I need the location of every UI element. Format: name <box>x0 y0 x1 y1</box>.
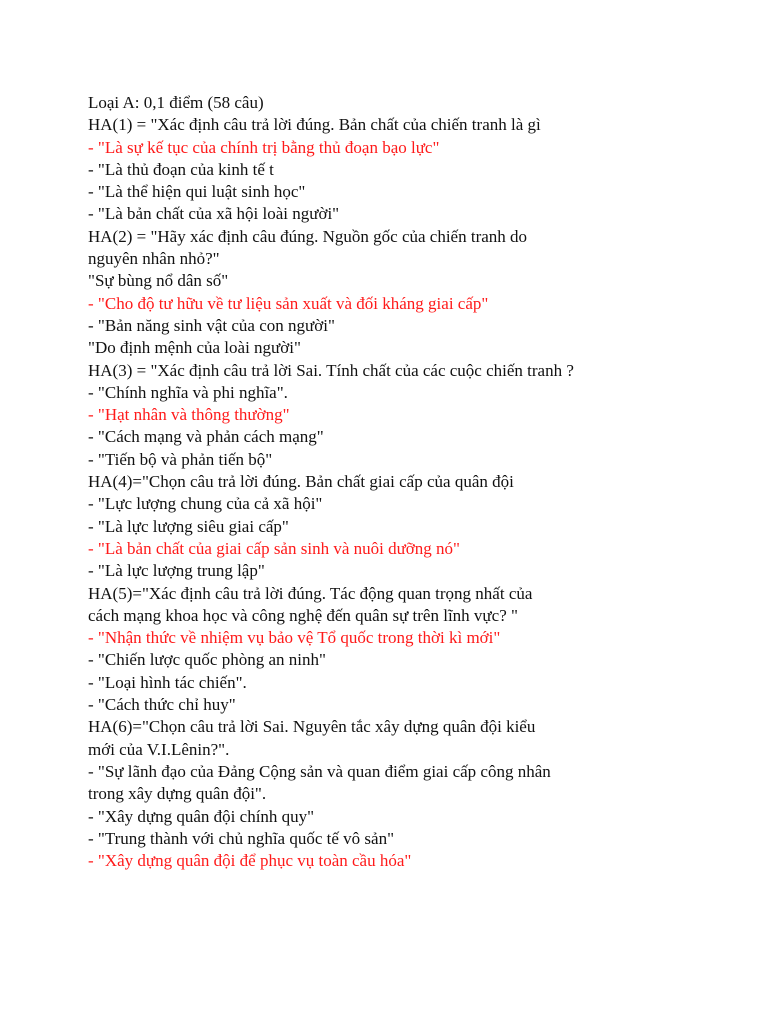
correct-answer-line: - "Cho độ tư hữu về tư liệu sản xuất và đối kháng giai cấp" <box>88 293 489 313</box>
text-line: HA(5)="Xác định câu trả lời đúng. Tác động quan trọng nhất của <box>88 583 533 603</box>
text-line: HA(1) = "Xác định câu trả lời đúng. Bản chất của chiến tranh là gì <box>88 115 541 135</box>
correct-answer-line: - "Là bản chất của giai cấp sản sinh và nuôi dưỡng nó" <box>88 538 460 558</box>
text-line: mới của V.I.Lênin?". <box>88 739 230 759</box>
text-line: - "Xây dựng quân đội chính quy" <box>88 806 315 826</box>
text-line: - "Là lực lượng trung lập" <box>88 561 265 581</box>
text-line: - "Là thể hiện qui luật sinh học" <box>88 182 306 202</box>
text-line: "Sự bùng nổ dân số" <box>88 271 229 291</box>
document-body <box>88 92 748 872</box>
text-line: "Do định mệnh của loài người" <box>88 338 301 358</box>
text-line: nguyên nhân nhỏ?" <box>88 249 220 269</box>
correct-answer-line: - "Hạt nhân và thông thường" <box>88 405 290 425</box>
text-line: - "Chính nghĩa và phi nghĩa". <box>88 382 288 402</box>
text-line: - "Cách mạng và phản cách mạng" <box>88 427 324 447</box>
text-line: cách mạng khoa học và công nghệ đến quân sự trên lĩnh vực? " <box>88 605 518 625</box>
text-line: - "Là thủ đoạn của kinh tế t <box>88 159 274 179</box>
text-line: - "Chiến lược quốc phòng an ninh" <box>88 650 326 670</box>
text-line: - "Cách thức chỉ huy" <box>88 695 236 715</box>
correct-answer-line: - "Là sự kế tục của chính trị bằng thủ đoạn bạo lực" <box>88 137 440 157</box>
text-line: - "Là bản chất của xã hội loài người" <box>88 204 340 224</box>
text-line: - "Trung thành với chủ nghĩa quốc tế vô sản" <box>88 828 395 848</box>
correct-answer-line: - "Nhận thức về nhiệm vụ bảo vệ Tổ quốc trong thời kì mới" <box>88 628 501 648</box>
text-line: Loại A: 0,1 điểm (58 câu) <box>88 93 264 112</box>
text-line: HA(2) = "Hãy xác định câu đúng. Nguồn gốc của chiến tranh do <box>88 226 528 246</box>
text-line: trong xây dựng quân đội". <box>88 784 267 804</box>
text-line: - "Sự lãnh đạo của Đảng Cộng sản và quan điểm giai cấp công nhân <box>88 761 551 781</box>
correct-answer-line: - "Xây dựng quân đội để phục vụ toàn cầu hóa" <box>88 851 412 871</box>
text-line: - "Bản năng sinh vật của con người" <box>88 315 335 335</box>
text-line: HA(4)="Chọn câu trả lời đúng. Bản chất giai cấp của quân đội <box>88 472 514 492</box>
text-line: HA(6)="Chọn câu trả lời Sai. Nguyên tắc xây dựng quân đội kiểu <box>88 717 536 737</box>
text-line: HA(3) = "Xác định câu trả lời Sai. Tính chất của các cuộc chiến tranh ? <box>88 360 574 380</box>
text-line: - "Lực lượng chung của cả xã hội" <box>88 494 323 514</box>
text-line: - "Tiến bộ và phản tiến bộ" <box>88 449 273 469</box>
text-line: - "Loại hình tác chiến". <box>88 672 247 692</box>
text-line: - "Là lực lượng siêu giai cấp" <box>88 516 289 536</box>
